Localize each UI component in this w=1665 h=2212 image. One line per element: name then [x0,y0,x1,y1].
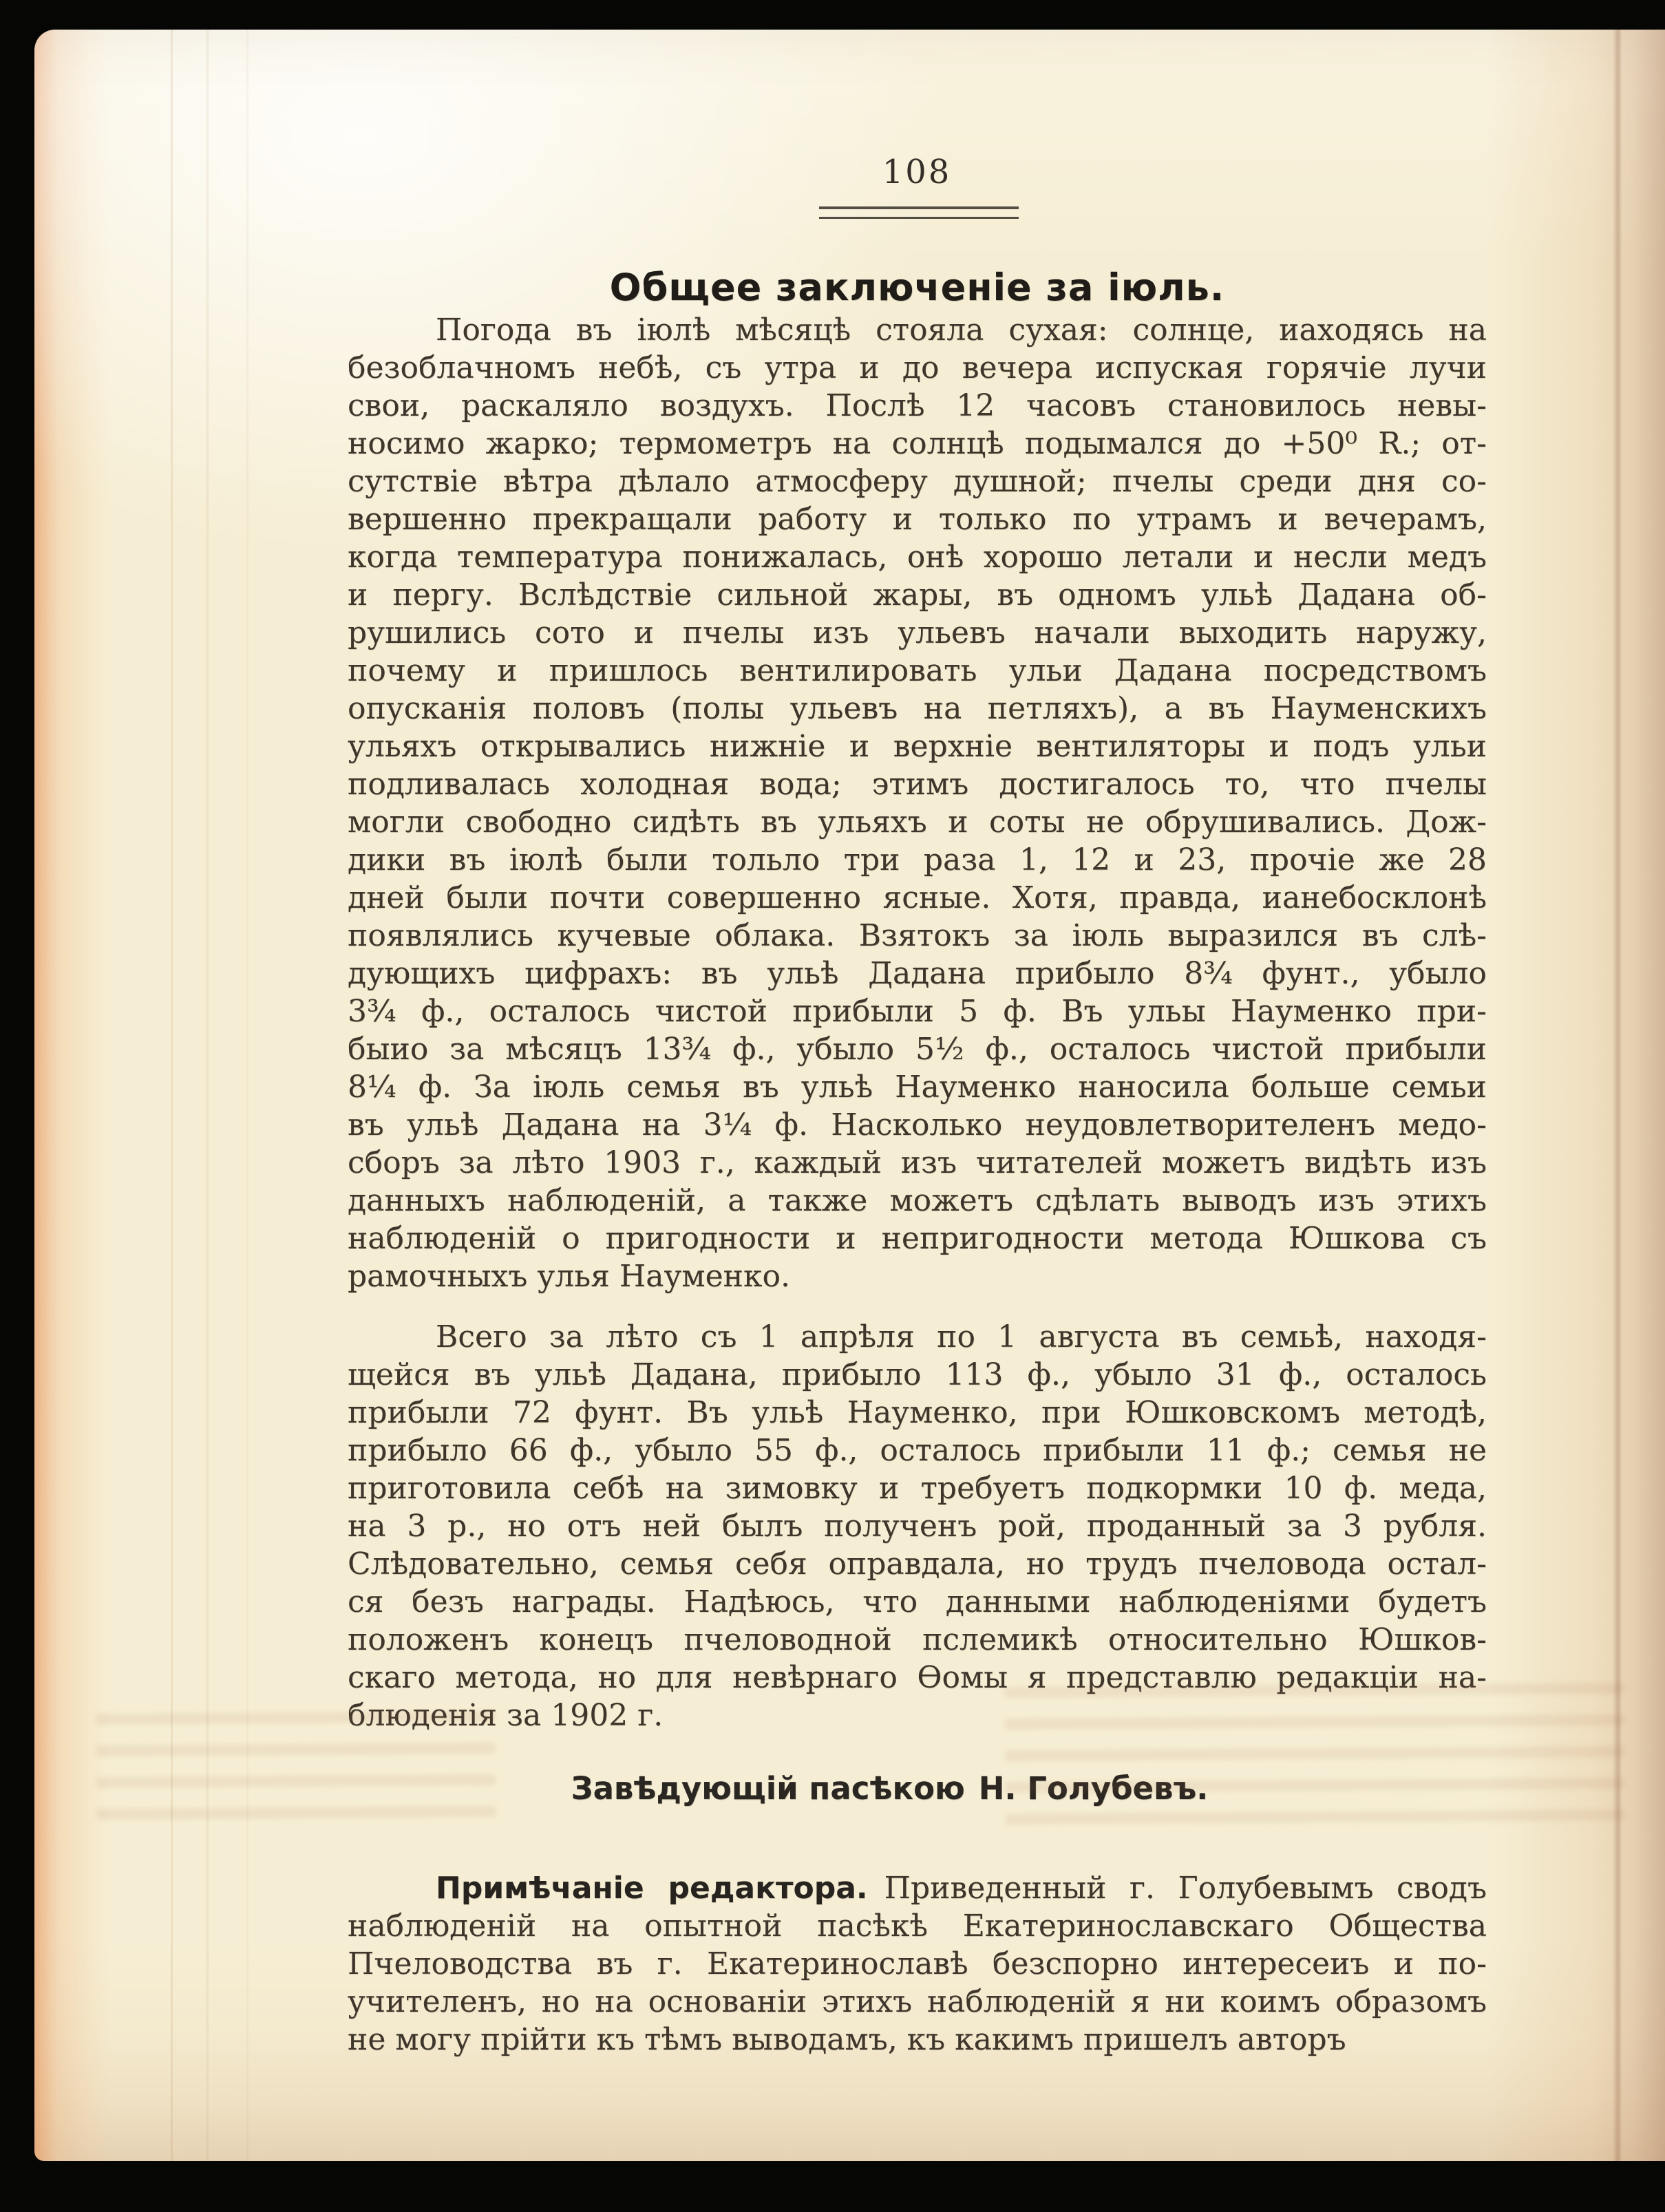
text-line: 3¾ ф., осталось чистой прибыли 5 ф. Въ ульы Науменко при- [348,994,1487,1029]
editor-note [348,1869,1487,2059]
text-line: дней были почти совершенно ясные. Хотя, правда, ианебосклонѣ [348,880,1487,915]
text-line: ульяхъ открывались нижніе и верхніе вентиляторы и подъ ульи [348,729,1487,764]
text-line: когда температура понижалась, онѣ хорошо летали и несли медъ [348,540,1487,575]
text-line: Погода въ іюлѣ мѣсяцѣ стояла сухая: солнце, иаходясь на [436,312,1487,348]
body-paragraph-2 [348,1318,1487,1734]
text-line: наблюденій на опытной пасѣкѣ Екатеринославскаго Общества [348,1908,1487,1944]
text-line: появлялись кучевые облака. Взятокъ за іюль выразился въ слѣ- [348,918,1487,953]
text-line: 8¼ ф. За іюль семья въ ульѣ Науменко наносила больше семьи [348,1070,1487,1105]
text-line: щейся въ ульѣ Дадана, прибыло 113 ф., убыло 31 ф., осталось [348,1357,1487,1392]
body-paragraph-1 [348,311,1487,1295]
text-line: скаго метода, но для невѣрнаго Ѳомы я представлю редакціи на- [348,1660,1487,1695]
text-line: Пчеловодства въ г. Екатеринославѣ безспорно интересеиъ и по- [348,1946,1487,1981]
text-line: могли свободно сидѣть въ ульяхъ и соты не обрушивались. Дож- [348,805,1487,840]
text-line: данныхъ наблюденій, а также можетъ сдѣлать выводъ изъ этихъ [348,1183,1487,1218]
text-line: сборъ за лѣто 1903 г., каждый изъ читателей можетъ видѣть изъ [348,1145,1487,1180]
editor-note-label: Примѣчаніе редактора. [436,1871,868,1906]
text-line: Всего за лѣто съ 1 апрѣля по 1 августа въ семьѣ, находя- [436,1319,1487,1354]
editor-note-text: Приведенный г. Голубевымъ сводъ [884,1871,1487,1906]
text-line: опусканія половъ (полы ульевъ на петляхъ), а въ Науменскихъ [348,691,1487,726]
editor-note-lines [348,1907,1487,2059]
text-line: вершенно прекращали работу и только по утрамъ и вечерамъ, [348,502,1487,537]
text-line: Слѣдовательно, семья себя оправдала, но трудъ пчеловода остал- [348,1546,1487,1582]
text-line: блюденія за 1902 г. [348,1698,664,1733]
text-line: дующихъ цифрахъ: въ ульѣ Дадана прибыло 8¾ фунт., убыло [348,956,1487,991]
text-line: быио за мѣсяцъ 13¾ ф., убыло 5½ ф., осталось чистой прибыли [348,1032,1487,1067]
signature-role: Завѣдующій пасѣкою [571,1770,965,1807]
signature-name: Н. Голубевъ. [978,1770,1209,1807]
text-line: рамочныхъ улья Науменко. [348,1259,790,1294]
page-number: 108 [882,153,952,191]
text-line: въ ульѣ Дадана на 3¼ ф. Насколько неудовлетворителенъ медо- [348,1107,1487,1142]
text-line: свои, раскаляло воздухъ. Послѣ 12 часовъ становилось невы- [348,388,1487,423]
text-line: не могу прійти къ тѣмъ выводамъ, къ какимъ пришелъ авторъ [348,2022,1346,2057]
text-line: и пергу. Вслѣдствіе сильной жары, въ одномъ ульѣ Дадана об- [348,577,1487,613]
text-line: рушились сото и пчелы изъ ульевъ начали выходить наружу, [348,615,1487,650]
text-line: наблюденій о пригодности и непригодности метода Юшкова съ [348,1221,1487,1256]
page-title: Общее заключеніе за іюль. [609,266,1225,310]
signature-line [348,1770,1432,1807]
editor-note-first-line [348,1869,1487,1907]
text-line: прибыло 66 ф., убыло 55 ф., осталось прибыли 11 ф.; семья не [348,1433,1487,1468]
text-line: подливалась холодная вода; этимъ достигалось то, что пчелы [348,767,1487,802]
text-line: безоблачномъ небѣ, съ утра и до вечера испуская горячіе лучи [348,350,1487,385]
text-line: приготовила себѣ на зимовку и требуетъ подкормки 10 ф. меда, [348,1471,1487,1506]
text-line: прибыли 72 фунт. Въ ульѣ Науменко, при Юшковскомъ методѣ, [348,1395,1487,1430]
text-line: почему и пришлось вентилировать ульи Дадана посредствомъ [348,653,1487,688]
header-rule [819,206,1019,219]
text-line: носимо жарко; термометръ на солнцѣ подымался до +50⁰ R.; от- [348,426,1487,461]
text-line: дики въ іюлѣ были тольло три раза 1, 12 и 23, прочіе же 28 [348,842,1487,878]
text-line: на 3 р., но отъ ней былъ полученъ рой, проданный за 3 рубля. [348,1509,1487,1544]
text-line: положенъ конецъ пчеловодной пслемикѣ относительно Юшков- [348,1622,1487,1657]
text-line: сутствіе вѣтра дѣлало атмосферу душной; пчелы среди дня со- [348,464,1487,499]
text-line: учителенъ, но на основаніи этихъ наблюденій я ни коимъ образомъ [348,1984,1487,2019]
text-line: ся безъ награды. Надѣюсь, что данными наблюденіями будетъ [348,1584,1487,1619]
